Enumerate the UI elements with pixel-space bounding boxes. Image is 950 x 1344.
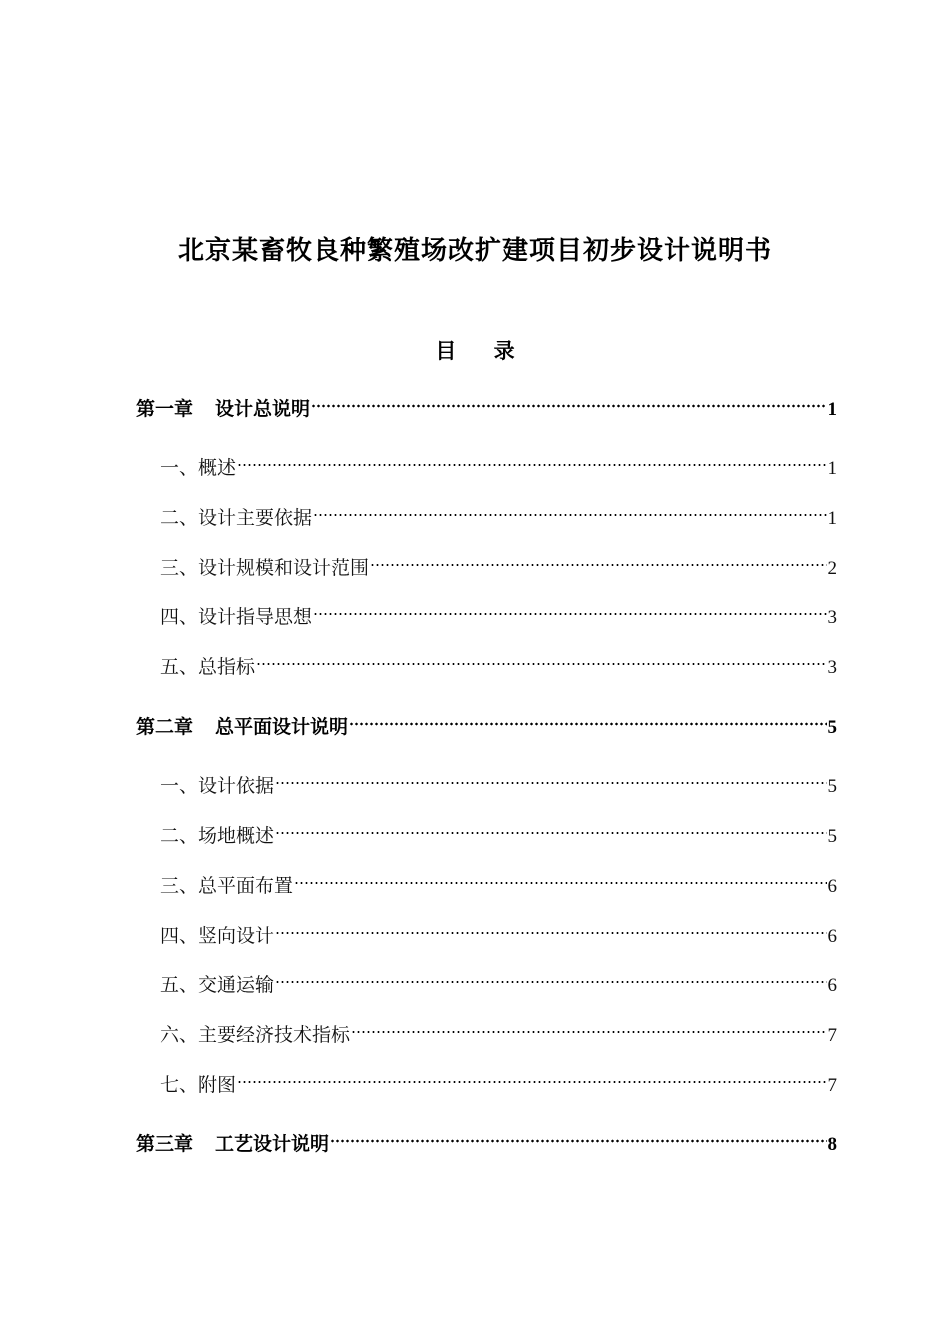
- toc-section-label: 一、概述: [160, 457, 237, 479]
- toc-chapter-label: 总平面设计说明: [215, 716, 349, 738]
- toc-dot-leader: [237, 1079, 826, 1085]
- toc-page-number: 1: [827, 399, 837, 420]
- toc-section-label: 五、总指标: [160, 656, 256, 678]
- toc-section-2-1[interactable]: [160, 770, 837, 802]
- toc-chapter-2[interactable]: [136, 711, 837, 743]
- toc-dot-leader: [330, 1138, 826, 1144]
- toc-section-2-6[interactable]: [160, 1019, 837, 1051]
- toc-dot-leader: [351, 1029, 826, 1035]
- toc-section-2-4[interactable]: [160, 920, 837, 952]
- toc-section-2-3[interactable]: [160, 870, 837, 902]
- toc-page-number: 2: [827, 558, 837, 579]
- toc-chapter-label: 设计总说明: [215, 398, 311, 420]
- toc-page-number: 3: [827, 657, 837, 678]
- toc-page-number: 7: [827, 1025, 837, 1046]
- toc-section-label: 二、设计主要依据: [160, 507, 313, 529]
- toc-section-label: 三、设计规模和设计范围: [160, 557, 370, 579]
- toc-chapter-label: 工艺设计说明: [215, 1133, 330, 1155]
- toc-chapter-number: 第一章: [136, 398, 194, 420]
- toc-dot-leader: [275, 930, 826, 936]
- toc-dot-leader: [313, 611, 826, 617]
- toc-section-label: 六、主要经济技术指标: [160, 1024, 351, 1046]
- toc-dot-leader: [275, 979, 826, 985]
- toc-page-number: 5: [827, 776, 837, 797]
- toc-chapter-3[interactable]: [136, 1128, 837, 1160]
- toc-page-number: 3: [827, 607, 837, 628]
- toc-section-1-1[interactable]: [160, 452, 837, 484]
- toc-section-label: 五、交通运输: [160, 974, 275, 996]
- toc-page-number: 5: [827, 717, 837, 738]
- toc-dot-leader: [349, 721, 826, 727]
- toc-dot-leader: [370, 562, 826, 568]
- toc-section-1-5[interactable]: [160, 651, 837, 683]
- toc-page-number: 6: [827, 926, 837, 947]
- toc-chapter-1[interactable]: [136, 393, 837, 425]
- toc-dot-leader: [275, 830, 826, 836]
- document-title: 北京某畜牧良种繁殖场改扩建项目初步设计说明书: [177, 236, 772, 266]
- toc-chapter-number: 第二章: [136, 716, 194, 738]
- toc-section-1-3[interactable]: [160, 552, 837, 584]
- toc-page-number: 1: [827, 508, 837, 529]
- toc-section-label: 四、竖向设计: [160, 925, 275, 947]
- toc-page-number: 6: [827, 975, 837, 996]
- toc-section-label: 七、附图: [160, 1074, 237, 1096]
- toc-dot-leader: [311, 403, 826, 409]
- toc-page-number: 8: [827, 1134, 837, 1155]
- toc-dot-leader: [313, 512, 826, 518]
- toc-section-2-7[interactable]: [160, 1069, 837, 1101]
- toc-chapter-number: 第三章: [136, 1133, 194, 1155]
- toc-page-number: 7: [827, 1075, 837, 1096]
- toc-section-label: 二、场地概述: [160, 825, 275, 847]
- toc-section-label: 四、设计指导思想: [160, 606, 313, 628]
- toc-section-1-4[interactable]: [160, 601, 837, 633]
- toc-section-label: 一、设计依据: [160, 775, 275, 797]
- toc-heading: 目 录: [435, 339, 515, 363]
- toc-dot-leader: [275, 780, 826, 786]
- toc-page-number: 6: [827, 876, 837, 897]
- toc-section-1-2[interactable]: [160, 502, 837, 534]
- toc-section-2-5[interactable]: [160, 969, 837, 1001]
- toc-page-number: 1: [827, 458, 837, 479]
- toc-section-2-2[interactable]: [160, 820, 837, 852]
- toc-dot-leader: [294, 880, 826, 886]
- toc-page-number: 5: [827, 826, 837, 847]
- toc-dot-leader: [256, 661, 826, 667]
- toc-dot-leader: [237, 462, 826, 468]
- toc-section-label: 三、总平面布置: [160, 875, 294, 897]
